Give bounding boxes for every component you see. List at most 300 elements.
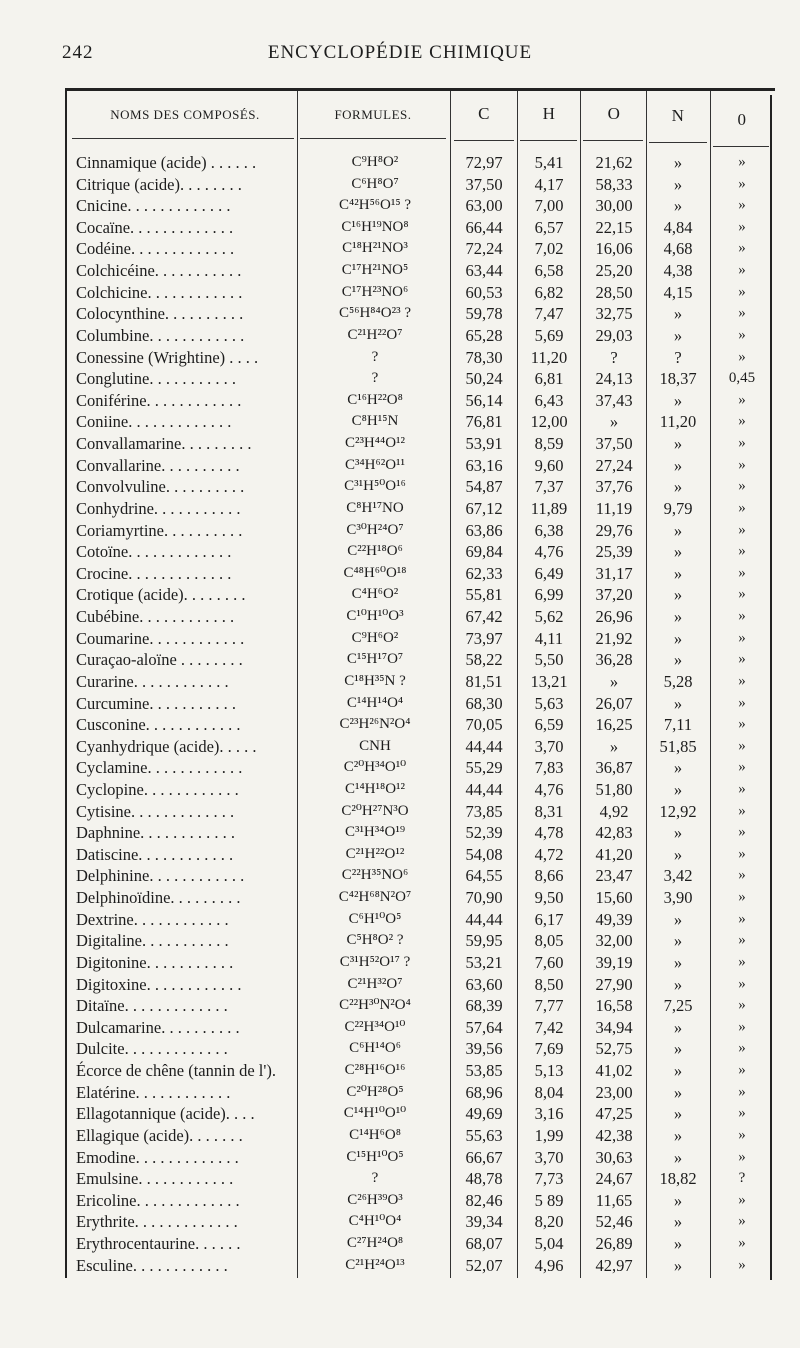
compound-name: Convallarine. . . . . . . . . . [76,455,240,475]
hydrogen-percent: 6,49 [534,563,564,583]
compound-name: Erythrite. . . . . . . . . . . . . [76,1212,238,1232]
compound-name: Curcumine. . . . . . . . . . . [76,693,236,713]
running-title: ENCYCLOPÉDIE CHIMIQUE [267,42,533,63]
extra-percent: » [738,175,746,192]
compound-name: Dextrine. . . . . . . . . . . . [76,909,229,929]
extra-percent: » [738,802,746,819]
nitrogen-percent: » [673,1190,683,1210]
extra-percent: » [738,1062,746,1079]
extra-percent: » [738,629,746,646]
compound-name: Convolvuline. . . . . . . . . . [76,477,245,497]
table-row [0,217,800,239]
compound-name: Crocine. . . . . . . . . . . . . [76,563,232,583]
oxygen-percent: 23,00 [595,1082,633,1102]
hydrogen-percent: 7,00 [534,196,564,216]
nitrogen-percent: » [673,931,683,951]
oxygen-percent: 22,15 [595,217,633,237]
oxygen-percent: 31,17 [595,563,633,583]
compound-name: Cocaïne. . . . . . . . . . . . . [76,217,234,237]
nitrogen-percent: » [673,693,683,713]
nitrogen-percent: » [673,477,683,497]
nitrogen-percent: » [673,974,683,994]
header-formula: FORMULES. [334,107,412,122]
nitrogen-percent: 51,85 [659,736,697,756]
carbon-percent: 39,34 [465,1212,503,1232]
header-extra: 0 [737,110,747,129]
carbon-percent: 63,16 [465,455,503,475]
extra-percent: » [738,499,746,516]
header-underline [72,138,294,139]
hydrogen-percent: 7,60 [534,952,564,972]
hydrogen-percent: 5 89 [534,1190,564,1210]
hydrogen-percent: 4,76 [534,779,564,799]
extra-percent: » [738,1040,746,1057]
oxygen-percent: 47,25 [595,1104,633,1124]
table-row [0,1125,800,1147]
table-row [0,714,800,736]
oxygen-percent: 24,13 [595,369,633,389]
hydrogen-percent: 6,38 [534,520,564,540]
table-row [0,1233,800,1255]
hydrogen-percent: 9,50 [534,888,564,908]
carbon-percent: 67,42 [465,607,503,627]
nitrogen-percent: » [673,628,683,648]
hydrogen-percent: 7,77 [534,996,564,1016]
compound-name: Coumarine. . . . . . . . . . . . [76,628,245,648]
table-row [0,844,800,866]
formula: C⁶H¹⁰O⁵ [348,910,402,927]
oxygen-percent: 52,46 [595,1212,633,1232]
formula: C²⁶H³⁹O³ [347,1191,403,1208]
compound-name: Digitaline. . . . . . . . . . . [76,931,229,951]
oxygen-percent: 37,20 [595,585,633,605]
carbon-percent: 68,39 [465,996,503,1016]
compound-name: Colocynthine. . . . . . . . . . [76,304,244,324]
hydrogen-percent: 8,66 [534,866,564,886]
carbon-percent: 67,12 [465,498,503,518]
table-row [0,238,800,260]
table-row [0,347,800,369]
extra-percent: » [738,1213,746,1230]
oxygen-percent: 36,87 [595,758,633,778]
oxygen-percent: 16,25 [595,715,633,735]
header-nitrogen: N [671,106,685,125]
compound-name: Ellagique (acide). . . . . . . [76,1125,243,1145]
table-row [0,325,800,347]
table-row [0,736,800,758]
hydrogen-percent: 4,76 [534,542,564,562]
extra-percent: » [738,1256,746,1273]
compound-name: Colchicéine. . . . . . . . . . . [76,261,242,281]
hydrogen-percent: 6,43 [534,390,564,410]
extra-percent: » [738,889,746,906]
hydrogen-percent: 4,17 [534,174,564,194]
oxygen-percent: 36,28 [595,650,633,670]
table-row [0,1103,800,1125]
table-row [0,909,800,931]
compound-name: Curarine. . . . . . . . . . . . [76,671,229,691]
extra-percent: » [738,326,746,343]
table-row [0,498,800,520]
compound-name: Crotique (acide). . . . . . . . [76,585,246,605]
extra-percent: » [738,716,746,733]
formula: C²⁰H³⁴O¹⁰ [343,759,407,776]
table-row [0,995,800,1017]
formula: C⁶H¹⁴O⁶ [349,1040,401,1057]
carbon-percent: 70,05 [465,715,503,735]
extra-percent: » [738,845,746,862]
compound-name: Cyanhydrique (acide). . . . . [76,736,257,756]
formula: C²²H³⁵NO⁶ [341,867,409,884]
table-row [0,1017,800,1039]
oxygen-percent: 42,97 [595,1255,633,1275]
header-carbon: C [478,104,490,123]
extra-percent: » [738,651,746,668]
oxygen-percent: 24,67 [595,1169,633,1189]
compound-name: Dulcamarine. . . . . . . . . . [76,1017,240,1037]
hydrogen-percent: 8,31 [534,801,564,821]
hydrogen-percent: 5,63 [534,693,564,713]
oxygen-percent: 29,76 [595,520,633,540]
carbon-percent: 64,55 [465,866,503,886]
nitrogen-percent: » [673,1147,683,1167]
nitrogen-percent: » [673,844,683,864]
table-row [0,757,800,779]
hydrogen-percent: 5,04 [534,1234,564,1253]
oxygen-percent: 37,43 [595,390,633,410]
hydrogen-percent: 13,21 [530,671,568,691]
hydrogen-percent: 5,13 [534,1061,564,1081]
table-row [0,584,800,606]
nitrogen-percent: ? [674,347,682,367]
table-row [0,1211,800,1233]
compound-name: Colchicine. . . . . . . . . . . . [76,282,243,302]
formula: C⁹H⁸O² [351,154,399,170]
nitrogen-percent: » [673,542,683,562]
formula: C²³H²⁶N²O⁴ [339,716,411,733]
carbon-percent: 57,64 [465,1017,503,1037]
compound-name: Coriamyrtine. . . . . . . . . . [76,520,243,540]
hydrogen-percent: 7,42 [534,1017,564,1037]
table-row [0,822,800,844]
extra-percent: » [738,391,746,408]
carbon-percent: 60,53 [465,282,503,302]
formula: C²³H⁴⁴O¹² [344,435,406,452]
hydrogen-percent: 6,99 [534,585,564,605]
hydrogen-percent: 6,59 [534,715,564,735]
formula: C²²H³⁴O¹⁰ [344,1018,406,1035]
header-name: NOMS DES COMPOSÉS. [110,107,260,122]
compound-name: Columbine. . . . . . . . . . . . [76,325,245,345]
table-row [0,887,800,909]
compound-name: Cyclamine. . . . . . . . . . . . [76,758,243,778]
nitrogen-percent: » [673,520,683,540]
compound-name: Coniférine. . . . . . . . . . . . [76,390,242,410]
nitrogen-percent: 9,79 [663,498,693,518]
compound-name: Convallamarine. . . . . . . . . [76,434,252,454]
nitrogen-percent: » [673,455,683,475]
hydrogen-percent: 5,41 [534,153,564,172]
nitrogen-percent: » [673,1104,683,1124]
table-row [0,520,800,542]
hydrogen-percent: 5,50 [534,650,564,670]
oxygen-percent: 32,75 [595,304,633,324]
carbon-percent: 63,86 [465,520,503,540]
formula: C¹⁶H¹⁹NO⁸ [341,218,409,235]
carbon-percent: 68,07 [465,1234,503,1253]
extra-percent: » [738,586,746,603]
carbon-percent: 58,22 [465,650,503,670]
extra-percent: » [738,413,746,430]
extra-percent: » [738,478,746,495]
oxygen-percent: » [609,412,619,432]
extra-percent: » [738,867,746,884]
formula: C²⁸H¹⁶O¹⁶ [344,1062,406,1079]
table-row [0,930,800,952]
table-row [0,282,800,304]
oxygen-percent: 25,20 [595,261,633,281]
nitrogen-percent: 4,68 [663,239,693,259]
extra-percent: » [738,1191,746,1208]
compound-name: Datiscine. . . . . . . . . . . . [76,844,234,864]
carbon-percent: 62,33 [465,563,503,583]
formula: CNH [359,737,391,754]
table-row [0,779,800,801]
carbon-percent: 48,78 [465,1169,503,1189]
extra-percent: » [738,1105,746,1122]
hydrogen-percent: 6,17 [534,909,564,929]
extra-percent: » [738,953,746,970]
formula: C⁴H¹⁰O⁴ [348,1213,402,1230]
compound-name: Daphnine. . . . . . . . . . . . [76,823,236,843]
carbon-percent: 70,90 [465,888,503,908]
oxygen-percent: 11,19 [595,498,633,518]
carbon-percent: 68,96 [465,1082,503,1102]
formula: C⁹H⁶O² [351,629,399,646]
extra-percent: » [738,240,746,257]
table-row [0,455,800,477]
hydrogen-percent: 7,02 [534,239,564,259]
extra-percent: » [738,564,746,581]
compound-name: Cusconine. . . . . . . . . . . . [76,715,241,735]
carbon-percent: 69,84 [465,542,503,562]
carbon-percent: 81,51 [465,671,503,691]
extra-percent: » [738,262,746,279]
nitrogen-percent: » [673,758,683,778]
nitrogen-percent: 12,92 [659,801,697,821]
hydrogen-percent: 4,78 [534,823,564,843]
hydrogen-percent: 3,16 [534,1104,564,1124]
table-row [0,411,800,433]
hydrogen-percent: 11,20 [530,347,568,367]
formula: C¹⁴H¹⁸O¹² [344,780,406,797]
formula: C⁵H⁸O² ? [346,932,404,949]
carbon-percent: 53,21 [465,952,503,972]
page-number: 242 [62,42,94,63]
formula: C¹⁸H²¹NO³ [342,240,408,257]
extra-percent: » [738,1018,746,1035]
carbon-percent: 52,07 [465,1255,503,1275]
carbon-percent: 76,81 [465,412,503,432]
oxygen-percent: 16,58 [595,996,633,1016]
formula: C³¹H⁵⁰O¹⁶ [344,478,406,495]
carbon-percent: 73,97 [465,628,503,648]
carbon-percent: 72,24 [465,239,503,259]
header-underline [583,140,643,141]
nitrogen-percent: » [673,909,683,929]
nitrogen-percent: 4,15 [663,282,693,302]
hydrogen-percent: 5,69 [534,325,564,345]
carbon-percent: 55,81 [465,585,503,605]
oxygen-percent: 29,03 [595,325,633,345]
oxygen-percent: 41,02 [595,1061,633,1081]
formula: C¹⁷H²³NO⁶ [341,283,409,300]
oxygen-percent: 26,96 [595,607,633,627]
formula: C¹⁸H³⁵N ? [344,672,406,689]
table-row [0,1168,800,1190]
nitrogen-percent: 3,90 [663,888,693,908]
hydrogen-percent: 8,04 [534,1082,564,1102]
table-row [0,174,800,196]
carbon-percent: 65,28 [465,325,503,345]
compound-name: Cubébine. . . . . . . . . . . . [76,607,235,627]
extra-percent: ? [738,1170,746,1187]
header-underline [649,142,707,143]
formula: C³¹H³⁴O¹⁹ [344,824,406,841]
compound-name: Conhydrine. . . . . . . . . . . [76,498,241,518]
extra-percent: » [738,521,746,538]
formula: C²⁷H²⁴O⁸ [346,1235,404,1251]
formula: C⁸H¹⁷NO [346,499,404,516]
table-row [0,693,800,715]
table-row [0,801,800,823]
table-row [0,649,800,671]
extra-percent: » [738,197,746,214]
carbon-percent: 59,78 [465,304,503,324]
extra-percent: » [738,543,746,560]
carbon-percent: 72,97 [465,153,503,172]
oxygen-percent: 26,89 [595,1234,633,1253]
formula: C¹⁵H¹⁰O⁵ [346,1148,404,1165]
carbon-percent: 39,56 [465,1039,503,1059]
hydrogen-percent: 6,58 [534,261,564,281]
hydrogen-percent: 7,83 [534,758,564,778]
carbon-percent: 63,44 [465,261,503,281]
compound-name: Digitonine. . . . . . . . . . . [76,952,234,972]
table-row [0,476,800,498]
extra-percent: 0,45 [728,370,756,387]
extra-percent: » [738,780,746,797]
header-oxygen: O [607,104,621,123]
table-row [0,541,800,563]
header-underline [713,146,769,147]
formula: C¹⁶H²²O⁸ [347,391,403,408]
carbon-percent: 37,50 [465,174,503,194]
extra-percent: » [738,1083,746,1100]
formula: ? [371,370,379,387]
carbon-percent: 53,85 [465,1061,503,1081]
oxygen-percent: 42,83 [595,823,633,843]
formula: ? [371,1170,379,1187]
hydrogen-percent: 11,89 [530,498,568,518]
carbon-percent: 44,44 [465,736,503,756]
formula: C⁴²H⁵⁶O¹⁵ ? [339,197,411,214]
formula: C³¹H⁵²O¹⁷ ? [339,953,411,970]
nitrogen-percent: » [673,434,683,454]
formula: C⁴H⁶O² [351,586,399,603]
compound-name: Curaçao-aloïne . . . . . . . . [76,650,243,670]
oxygen-percent: 49,39 [595,909,633,929]
hydrogen-percent: 5,62 [534,607,564,627]
extra-percent: » [738,932,746,949]
hydrogen-percent: 4,72 [534,844,564,864]
hydrogen-percent: 6,82 [534,282,564,302]
hydrogen-percent: 6,57 [534,217,564,237]
oxygen-percent: » [609,671,619,691]
formula: C⁸H¹⁵N [351,413,399,430]
hydrogen-percent: 8,05 [534,931,564,951]
formula: C²⁰H²⁷N³O [341,802,409,819]
oxygen-percent: 30,63 [595,1147,633,1167]
oxygen-percent: 26,07 [595,693,633,713]
formula: C²¹H²⁴O¹³ [345,1256,405,1273]
table-row [0,1038,800,1060]
formula: C¹⁴H¹⁴O⁴ [346,694,404,711]
table-row [0,563,800,585]
hydrogen-percent: 9,60 [534,455,564,475]
table-row [0,368,800,390]
carbon-percent: 54,08 [465,844,503,864]
oxygen-percent: 58,33 [595,174,633,194]
compound-name: Cytisine. . . . . . . . . . . . . [76,801,235,821]
compound-name: Emodine. . . . . . . . . . . . . [76,1147,239,1167]
nitrogen-percent: » [673,779,683,799]
header-hydrogen: H [542,104,556,123]
hydrogen-percent: 4,96 [534,1255,564,1275]
table-row [0,628,800,650]
carbon-percent: 55,63 [465,1125,503,1145]
oxygen-percent: 37,76 [595,477,633,497]
nitrogen-percent: 7,11 [663,715,693,735]
carbon-percent: 55,29 [465,758,503,778]
nitrogen-percent: » [673,1234,683,1253]
header-underline [454,140,514,141]
nitrogen-percent: 4,84 [663,217,693,237]
nitrogen-percent: » [673,390,683,410]
compound-name: Codéine. . . . . . . . . . . . . [76,239,235,259]
carbon-percent: 52,39 [465,823,503,843]
compound-name: Ditaïne. . . . . . . . . . . . . [76,996,228,1016]
carbon-percent: 63,60 [465,974,503,994]
nitrogen-percent: » [673,823,683,843]
extra-percent: » [738,910,746,927]
extra-percent: » [738,759,746,776]
hydrogen-percent: 7,69 [534,1039,564,1059]
oxygen-percent: 25,39 [595,542,633,562]
formula: C¹⁵H¹⁷O⁷ [346,651,404,668]
compound-name: Cotoïne. . . . . . . . . . . . . [76,542,232,562]
table-row [0,606,800,628]
compound-name: Ericoline. . . . . . . . . . . . . [76,1190,240,1210]
carbon-percent: 63,00 [465,196,503,216]
extra-percent: » [738,1126,746,1143]
nitrogen-percent: » [673,304,683,324]
extra-percent: » [738,154,746,170]
compound-name: Conessine (Wrightine) . . . . [76,347,259,367]
extra-percent: » [738,218,746,235]
formula: C²¹H³²O⁷ [347,975,403,992]
extra-percent: » [738,456,746,473]
